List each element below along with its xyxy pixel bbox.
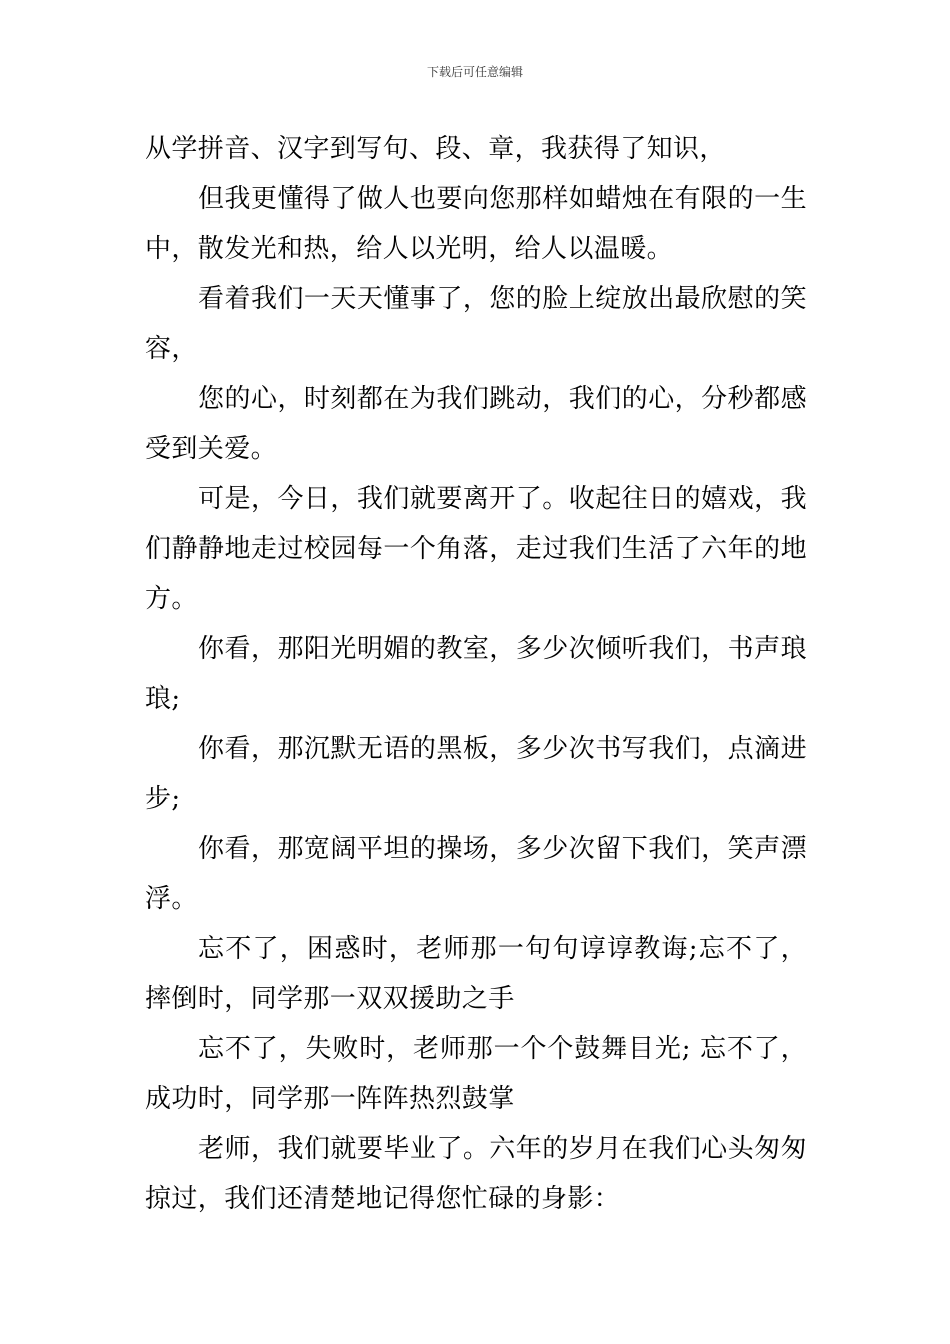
document-body [145, 124, 807, 1224]
paragraph: 但我更懂得了做人也要向您那样如蜡烛在有限的一生中，散发光和热，给人以光明，给人以温暖。 [145, 184, 807, 264]
paragraph: 忘不了，困惑时，老师那一句句谆谆教诲;忘不了，摔倒时，同学那一双双援助之手 [145, 934, 807, 1014]
paragraph: 你看，那宽阔平坦的操场，多少次留下我们，笑声漂浮。 [145, 834, 807, 914]
page-header: 下载后可任意编辑 [426, 65, 523, 79]
paragraph: 从学拼音、汉字到写句、段、章，我获得了知识， [145, 134, 726, 164]
paragraph: 老师，我们就要毕业了。六年的岁月在我们心头匆匆掠过，我们还清楚地记得您忙碌的身影： [145, 1134, 807, 1214]
paragraph: 看着我们一天天懂事了，您的脸上绽放出最欣慰的笑容， [145, 284, 807, 364]
paragraph: 忘不了，失败时，老师那一个个鼓舞目光; 忘不了，成功时，同学那一阵阵热烈鼓掌 [145, 1034, 807, 1114]
paragraph: 可是，今日，我们就要离开了。收起往日的嬉戏，我们静静地走过校园每一个角落，走过我们生活了六年的地方。 [145, 484, 807, 614]
paragraph: 您的心，时刻都在为我们跳动，我们的心，分秒都感受到关爱。 [145, 384, 807, 464]
paragraph: 你看，那沉默无语的黑板，多少次书写我们，点滴进步; [145, 734, 807, 814]
paragraph: 你看，那阳光明媚的教室，多少次倾听我们，书声琅琅; [145, 634, 807, 714]
